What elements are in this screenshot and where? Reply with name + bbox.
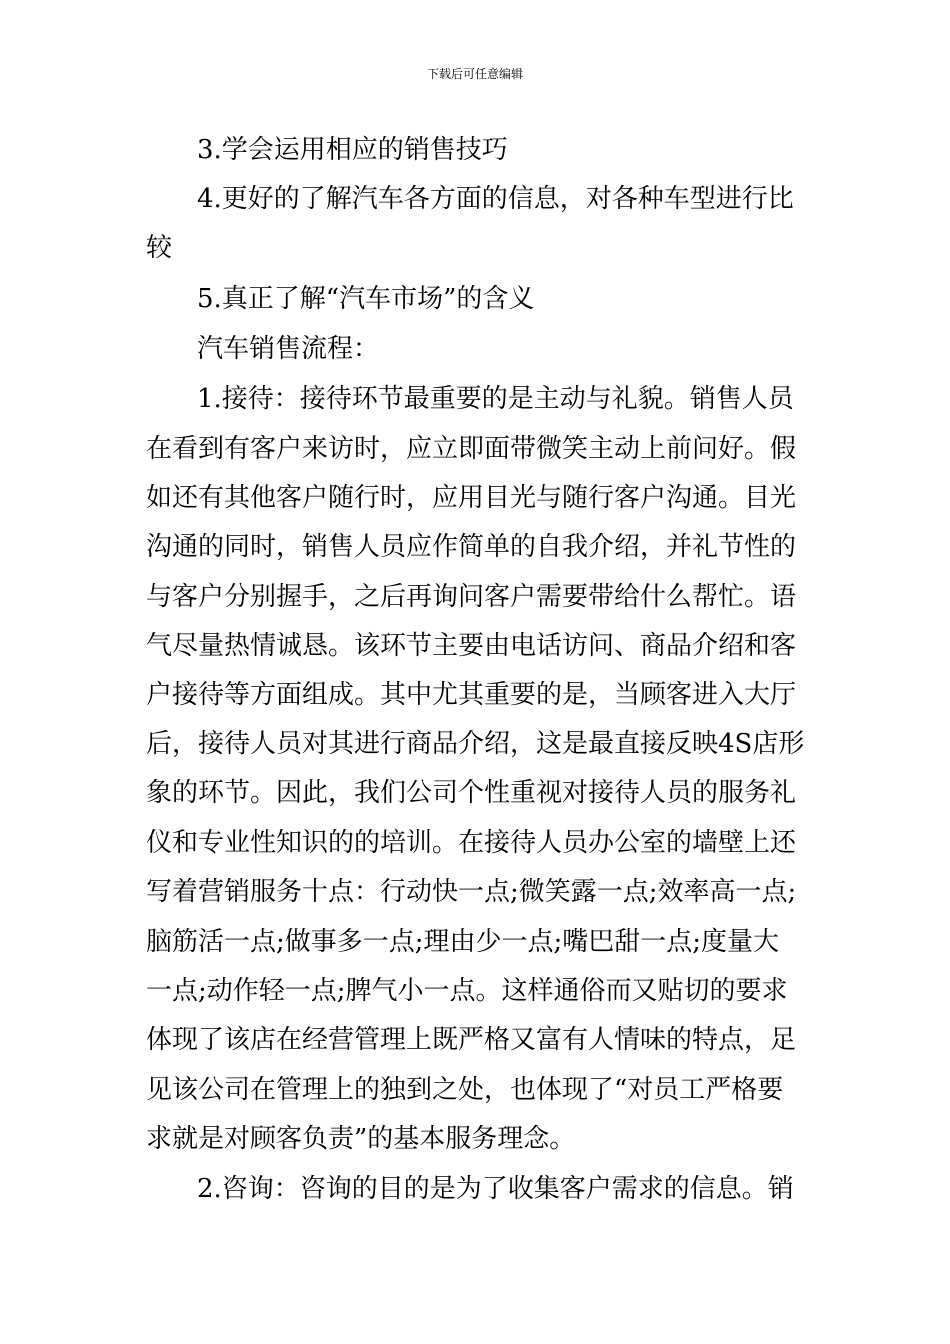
text-line: 1.接待：接待环节最重要的是主动与礼貌。销售人员 — [197, 384, 794, 414]
text-line: 见该公司在管理上的独到之处，也体现了“对员工严格要 — [146, 1075, 784, 1105]
page-header: 下载后可任意编辑 — [426, 67, 523, 81]
text-line: 气尽量热情诚恳。该环节主要由电话访问、商品介绍和客 — [146, 631, 797, 661]
text-line: 与客户分别握手，之后再询问客户需要带给什么帮忙。语 — [146, 582, 797, 612]
text-line: 如还有其他客户随行时，应用目光与随行客户沟通。目光 — [146, 483, 797, 513]
text-line: 3.学会运用相应的销售技巧 — [197, 135, 508, 165]
text-line: 象的环节。因此，我们公司个性重视对接待人员的服务礼 — [146, 778, 797, 808]
text-line: 后，接待人员对其进行商品介绍，这是最直接反映4S店形 — [146, 729, 805, 759]
text-line: 一点;动作轻一点;脾气小一点。这样通俗而又贴切的要求 — [146, 976, 788, 1006]
text-line: 仪和专业性知识的的培训。在接待人员办公室的墙壁上还 — [146, 828, 797, 858]
text-line: 汽车销售流程： — [197, 334, 380, 364]
text-line: 在看到有客户来访时，应立即面带微笑主动上前问好。假 — [146, 434, 797, 464]
text-line: 写着营销服务十点：行动快一点;微笑露一点;效率高一点; — [146, 877, 797, 907]
text-line: 4.更好的了解汽车各方面的信息，对各种车型进行比 — [197, 184, 794, 214]
text-line: 2.咨询：咨询的目的是为了收集客户需求的信息。销 — [197, 1174, 794, 1204]
text-line: 脑筋活一点;做事多一点;理由少一点;嘴巴甜一点;度量大 — [146, 927, 780, 957]
text-line: 5.真正了解“汽车市场”的含义 — [197, 284, 535, 314]
text-line: 体现了该店在经营管理上既严格又富有人情味的特点，足 — [146, 1025, 797, 1055]
text-line: 户接待等方面组成。其中尤其重要的是，当顾客进入大厅 — [146, 680, 797, 710]
text-line: 沟通的同时，销售人员应作简单的自我介绍，并礼节性的 — [146, 532, 797, 562]
text-line: 较 — [146, 233, 173, 263]
text-line: 求就是对顾客负责”的基本服务理念。 — [146, 1124, 576, 1154]
